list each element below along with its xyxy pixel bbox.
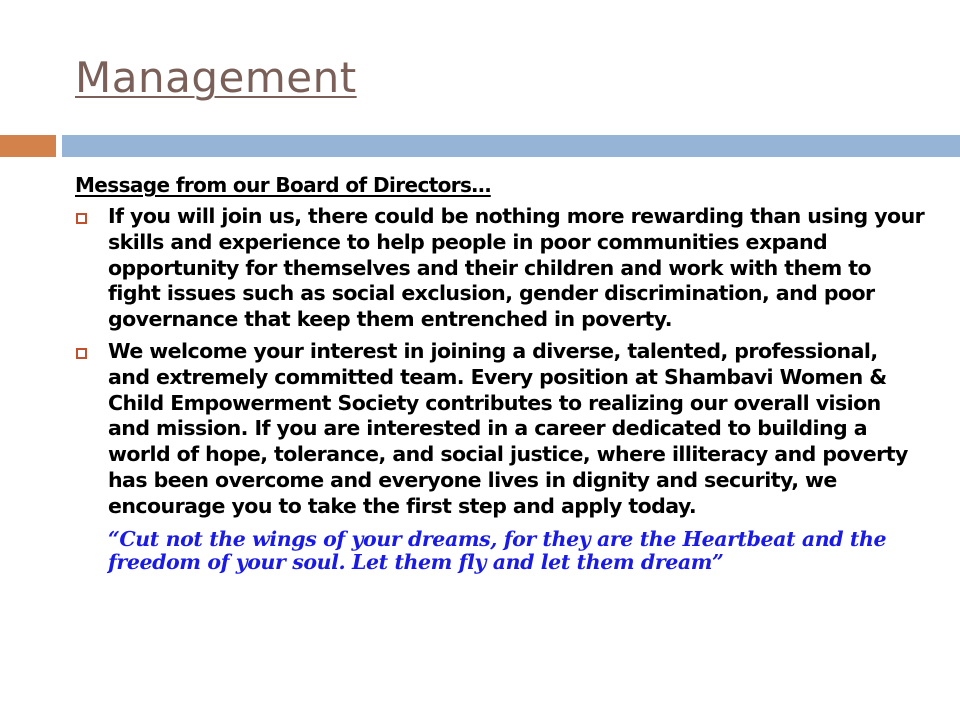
section-heading: Message from our Board of Directors… [75,173,491,197]
bullet-item [75,339,925,520]
slide-content [75,172,925,574]
inspirational-quote: “Cut not the wings of your dreams, for they are the Heartbeat and the freedom of your soul. Let them fly and let them dream” [108,526,887,574]
bullet-text: We welcome your interest in joining a diverse, talented, professional, and extremely committed team. Every position at Shambavi Women & Child Empowerment Society contributes to realizing our overall vision and mission. If you are interested in a career dedicated to building a world of hope, tolerance, and social justice, where illiteracy and poverty has been overcome and everyone lives in dignity and security, we encourage you to take the first step and apply today. [108,338,908,518]
bullet-item [75,204,925,333]
hollow-square-bullet-icon [76,348,87,359]
accent-bar [0,135,56,157]
slide-title: Management [75,53,357,102]
bullet-text: If you will join us, there could be nothing more rewarding than using your skills and experience to help people in poor communities expand opportunity for themselves and their children and work with them to fight issues such as social exclusion, gender discrimination, and poor governance that keep them entrenched in poverty. [108,204,925,332]
header-bar [62,135,960,157]
hollow-square-bullet-icon [76,213,87,224]
